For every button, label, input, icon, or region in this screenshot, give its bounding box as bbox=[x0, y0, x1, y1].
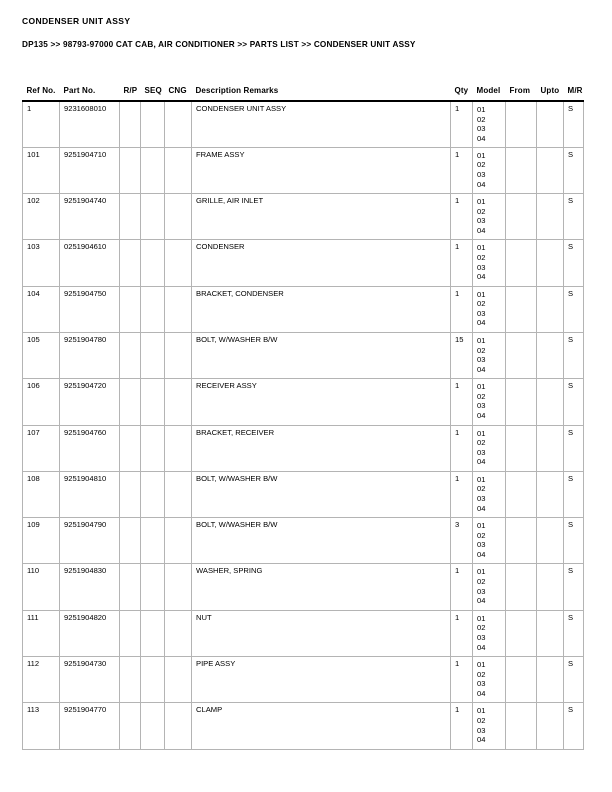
cell-description: PIPE ASSY bbox=[192, 657, 451, 703]
cell-upto bbox=[537, 657, 564, 703]
cell-model bbox=[473, 286, 506, 332]
cell-ref-no: 112 bbox=[23, 657, 60, 703]
cell-description: BOLT, W/WASHER B/W bbox=[192, 471, 451, 517]
cell-mr: S bbox=[564, 194, 584, 240]
cell-mr: S bbox=[564, 657, 584, 703]
cell-seq bbox=[141, 194, 165, 240]
model-code: 01 bbox=[477, 105, 486, 114]
cell-upto bbox=[537, 194, 564, 240]
cell-description: WASHER, SPRING bbox=[192, 564, 451, 610]
cell-description: CONDENSER UNIT ASSY bbox=[192, 101, 451, 147]
cell-from bbox=[506, 286, 537, 332]
cell-upto bbox=[537, 610, 564, 656]
model-code: 04 bbox=[477, 272, 486, 282]
cell-cng bbox=[165, 379, 192, 425]
cell-upto bbox=[537, 564, 564, 610]
cell-model bbox=[473, 518, 506, 564]
cell-from bbox=[506, 379, 537, 425]
model-code: 01 bbox=[477, 243, 486, 253]
model-code: 03 bbox=[477, 124, 486, 134]
cell-model bbox=[473, 610, 506, 656]
cell-upto bbox=[537, 286, 564, 332]
model-code: 04 bbox=[477, 364, 486, 374]
model-code-list bbox=[477, 290, 505, 328]
cell-ref-no: 105 bbox=[23, 332, 60, 378]
cell-qty: 1 bbox=[451, 240, 473, 286]
cell-part-no: 9251904780 bbox=[60, 332, 120, 378]
table-row[interactable] bbox=[23, 657, 584, 703]
cell-model bbox=[473, 471, 506, 517]
cell-seq bbox=[141, 518, 165, 564]
model-code: 02 bbox=[477, 114, 486, 124]
cell-mr: S bbox=[564, 332, 584, 378]
model-code-list bbox=[477, 521, 505, 559]
cell-rp bbox=[120, 657, 141, 703]
cell-model bbox=[473, 240, 506, 286]
cell-part-no: 9251904830 bbox=[60, 564, 120, 610]
cell-description: FRAME ASSY bbox=[192, 147, 451, 193]
table-row[interactable] bbox=[23, 147, 584, 193]
cell-qty: 1 bbox=[451, 564, 473, 610]
model-code: 04 bbox=[477, 411, 486, 421]
cell-model bbox=[473, 425, 506, 471]
model-code: 01 bbox=[477, 567, 486, 577]
model-code: 04 bbox=[477, 133, 486, 143]
cell-part-no: 9251904760 bbox=[60, 425, 120, 471]
model-code: 03 bbox=[477, 169, 486, 179]
model-code: 01 bbox=[477, 289, 486, 299]
cell-seq bbox=[141, 332, 165, 378]
model-code-list bbox=[477, 567, 505, 605]
cell-mr: S bbox=[564, 240, 584, 286]
model-code: 01 bbox=[477, 428, 486, 438]
model-code-list bbox=[477, 475, 505, 513]
cell-seq bbox=[141, 379, 165, 425]
model-code-list bbox=[477, 706, 505, 744]
cell-model bbox=[473, 379, 506, 425]
cell-qty: 1 bbox=[451, 471, 473, 517]
cell-rp bbox=[120, 147, 141, 193]
cell-description: GRILLE, AIR INLET bbox=[192, 194, 451, 240]
cell-part-no: 9251904790 bbox=[60, 518, 120, 564]
model-code: 03 bbox=[477, 725, 486, 735]
cell-seq bbox=[141, 564, 165, 610]
cell-ref-no: 107 bbox=[23, 425, 60, 471]
cell-model bbox=[473, 332, 506, 378]
cell-rp bbox=[120, 703, 141, 749]
cell-from bbox=[506, 518, 537, 564]
model-code-list bbox=[477, 243, 505, 281]
model-code: 04 bbox=[477, 318, 486, 328]
model-code-list bbox=[477, 105, 505, 143]
cell-seq bbox=[141, 610, 165, 656]
cell-ref-no: 106 bbox=[23, 379, 60, 425]
cell-qty: 1 bbox=[451, 610, 473, 656]
cell-rp bbox=[120, 286, 141, 332]
model-code: 02 bbox=[477, 206, 486, 216]
model-code: 01 bbox=[477, 660, 486, 670]
cell-qty: 1 bbox=[451, 194, 473, 240]
cell-from bbox=[506, 703, 537, 749]
model-code: 04 bbox=[477, 179, 486, 189]
cell-qty: 1 bbox=[451, 657, 473, 703]
cell-seq bbox=[141, 425, 165, 471]
column-header-rp: R/P bbox=[123, 86, 138, 95]
cell-seq bbox=[141, 471, 165, 517]
cell-qty: 1 bbox=[451, 425, 473, 471]
model-code: 04 bbox=[477, 225, 486, 235]
cell-from bbox=[506, 425, 537, 471]
table-row[interactable] bbox=[23, 425, 584, 471]
cell-from bbox=[506, 240, 537, 286]
cell-description: NUT bbox=[192, 610, 451, 656]
cell-model bbox=[473, 101, 506, 147]
page-title: CONDENSER UNIT ASSY bbox=[22, 16, 131, 26]
cell-qty: 15 bbox=[451, 332, 473, 378]
cell-description: BRACKET, RECEIVER bbox=[192, 425, 451, 471]
cell-seq bbox=[141, 286, 165, 332]
cell-from bbox=[506, 332, 537, 378]
cell-part-no: 9251904740 bbox=[60, 194, 120, 240]
model-code: 04 bbox=[477, 503, 486, 513]
cell-cng bbox=[165, 657, 192, 703]
model-code: 01 bbox=[477, 521, 486, 531]
cell-ref-no: 102 bbox=[23, 194, 60, 240]
table-row[interactable] bbox=[23, 194, 584, 240]
cell-upto bbox=[537, 518, 564, 564]
model-code: 01 bbox=[477, 613, 486, 623]
model-code: 01 bbox=[477, 474, 486, 484]
cell-mr: S bbox=[564, 610, 584, 656]
cell-mr: S bbox=[564, 471, 584, 517]
model-code-list bbox=[477, 614, 505, 652]
model-code: 04 bbox=[477, 549, 486, 559]
cell-ref-no: 103 bbox=[23, 240, 60, 286]
cell-rp bbox=[120, 379, 141, 425]
model-code: 02 bbox=[477, 484, 486, 494]
cell-cng bbox=[165, 194, 192, 240]
cell-model bbox=[473, 657, 506, 703]
cell-rp bbox=[120, 425, 141, 471]
cell-rp bbox=[120, 101, 141, 147]
cell-cng bbox=[165, 703, 192, 749]
model-code: 01 bbox=[477, 150, 486, 160]
cell-ref-no: 113 bbox=[23, 703, 60, 749]
model-code: 04 bbox=[477, 457, 486, 467]
model-code: 02 bbox=[477, 160, 486, 170]
cell-part-no: 9251904730 bbox=[60, 657, 120, 703]
table-header bbox=[23, 86, 584, 101]
column-header-description: Description Remarks bbox=[195, 86, 279, 95]
table-row[interactable] bbox=[23, 286, 584, 332]
cell-part-no: 9251904770 bbox=[60, 703, 120, 749]
cell-model bbox=[473, 194, 506, 240]
model-code: 03 bbox=[477, 586, 486, 596]
cell-qty: 1 bbox=[451, 101, 473, 147]
cell-upto bbox=[537, 425, 564, 471]
cell-ref-no: 109 bbox=[23, 518, 60, 564]
cell-cng bbox=[165, 564, 192, 610]
cell-seq bbox=[141, 703, 165, 749]
cell-ref-no: 108 bbox=[23, 471, 60, 517]
model-code-list bbox=[477, 382, 505, 420]
model-code: 02 bbox=[477, 299, 486, 309]
model-code: 01 bbox=[477, 335, 486, 345]
model-code: 02 bbox=[477, 669, 486, 679]
cell-model bbox=[473, 703, 506, 749]
table-row[interactable] bbox=[23, 240, 584, 286]
cell-mr: S bbox=[564, 518, 584, 564]
cell-mr: S bbox=[564, 425, 584, 471]
cell-qty: 1 bbox=[451, 286, 473, 332]
cell-cng bbox=[165, 147, 192, 193]
cell-mr: S bbox=[564, 286, 584, 332]
table-row[interactable] bbox=[23, 379, 584, 425]
cell-cng bbox=[165, 518, 192, 564]
column-header-cng: CNG bbox=[168, 86, 187, 95]
cell-cng bbox=[165, 101, 192, 147]
cell-ref-no: 111 bbox=[23, 610, 60, 656]
cell-part-no: 9251904750 bbox=[60, 286, 120, 332]
breadcrumb: DP135 >> 98793-97000 CAT CAB, AIR CONDITIONER >> PARTS LIST >> CONDENSER UNIT ASSY bbox=[22, 40, 416, 49]
cell-qty: 1 bbox=[451, 147, 473, 193]
model-code: 01 bbox=[477, 706, 486, 716]
cell-rp bbox=[120, 332, 141, 378]
cell-mr: S bbox=[564, 703, 584, 749]
cell-upto bbox=[537, 240, 564, 286]
cell-seq bbox=[141, 657, 165, 703]
cell-seq bbox=[141, 101, 165, 147]
model-code: 03 bbox=[477, 308, 486, 318]
model-code: 02 bbox=[477, 577, 486, 587]
column-header-seq: SEQ bbox=[144, 86, 162, 95]
cell-part-no: 9251904820 bbox=[60, 610, 120, 656]
cell-from bbox=[506, 194, 537, 240]
table-row[interactable] bbox=[23, 101, 584, 147]
cell-description: RECEIVER ASSY bbox=[192, 379, 451, 425]
cell-description: BOLT, W/WASHER B/W bbox=[192, 332, 451, 378]
model-code: 03 bbox=[477, 447, 486, 457]
cell-upto bbox=[537, 101, 564, 147]
model-code: 03 bbox=[477, 632, 486, 642]
cell-upto bbox=[537, 703, 564, 749]
column-header-ref-no: Ref No. bbox=[26, 86, 56, 95]
table-row[interactable] bbox=[23, 564, 584, 610]
cell-from bbox=[506, 147, 537, 193]
table-row[interactable] bbox=[23, 332, 584, 378]
model-code: 04 bbox=[477, 642, 486, 652]
cell-upto bbox=[537, 471, 564, 517]
model-code: 02 bbox=[477, 345, 486, 355]
column-header-model: Model bbox=[476, 86, 501, 95]
model-code: 02 bbox=[477, 391, 486, 401]
column-header-qty: Qty bbox=[454, 86, 469, 95]
model-code: 03 bbox=[477, 355, 486, 365]
cell-from bbox=[506, 610, 537, 656]
column-header-from: From bbox=[509, 86, 531, 95]
cell-description: CONDENSER bbox=[192, 240, 451, 286]
cell-description: CLAMP bbox=[192, 703, 451, 749]
model-code: 03 bbox=[477, 679, 486, 689]
cell-rp bbox=[120, 194, 141, 240]
model-code: 04 bbox=[477, 596, 486, 606]
cell-part-no: 9231608010 bbox=[60, 101, 120, 147]
cell-part-no: 9251904720 bbox=[60, 379, 120, 425]
cell-qty: 1 bbox=[451, 703, 473, 749]
cell-rp bbox=[120, 564, 141, 610]
cell-cng bbox=[165, 286, 192, 332]
cell-from bbox=[506, 564, 537, 610]
model-code: 01 bbox=[477, 197, 486, 207]
model-code-list bbox=[477, 336, 505, 374]
cell-part-no: 9251904810 bbox=[60, 471, 120, 517]
model-code: 03 bbox=[477, 401, 486, 411]
column-header-upto: Upto bbox=[540, 86, 560, 95]
model-code: 02 bbox=[477, 530, 486, 540]
cell-description: BOLT, W/WASHER B/W bbox=[192, 518, 451, 564]
cell-rp bbox=[120, 518, 141, 564]
column-header-mr: M/R bbox=[567, 86, 583, 95]
table-row[interactable] bbox=[23, 471, 584, 517]
model-code: 03 bbox=[477, 216, 486, 226]
table-body bbox=[23, 101, 584, 749]
model-code-list bbox=[477, 429, 505, 467]
cell-qty: 3 bbox=[451, 518, 473, 564]
cell-rp bbox=[120, 610, 141, 656]
model-code: 02 bbox=[477, 252, 486, 262]
model-code: 02 bbox=[477, 623, 486, 633]
cell-rp bbox=[120, 240, 141, 286]
cell-from bbox=[506, 101, 537, 147]
model-code: 03 bbox=[477, 540, 486, 550]
table-row[interactable] bbox=[23, 518, 584, 564]
model-code-list bbox=[477, 660, 505, 698]
cell-model bbox=[473, 147, 506, 193]
cell-part-no: 0251904610 bbox=[60, 240, 120, 286]
cell-cng bbox=[165, 332, 192, 378]
cell-cng bbox=[165, 240, 192, 286]
model-code: 02 bbox=[477, 438, 486, 448]
model-code: 04 bbox=[477, 688, 486, 698]
cell-ref-no: 1 bbox=[23, 101, 60, 147]
column-header-part-no: Part No. bbox=[63, 86, 96, 95]
cell-from bbox=[506, 657, 537, 703]
cell-rp bbox=[120, 471, 141, 517]
table-row[interactable] bbox=[23, 703, 584, 749]
table-row[interactable] bbox=[23, 610, 584, 656]
model-code-list bbox=[477, 197, 505, 235]
cell-mr: S bbox=[564, 147, 584, 193]
model-code: 03 bbox=[477, 262, 486, 272]
cell-seq bbox=[141, 240, 165, 286]
cell-seq bbox=[141, 147, 165, 193]
cell-part-no: 9251904710 bbox=[60, 147, 120, 193]
parts-list-table bbox=[22, 86, 584, 750]
model-code: 04 bbox=[477, 735, 486, 745]
model-code: 02 bbox=[477, 715, 486, 725]
parts-list-table-container bbox=[22, 86, 584, 758]
cell-cng bbox=[165, 425, 192, 471]
cell-upto bbox=[537, 147, 564, 193]
model-code-list bbox=[477, 151, 505, 189]
cell-upto bbox=[537, 379, 564, 425]
cell-model bbox=[473, 564, 506, 610]
cell-cng bbox=[165, 471, 192, 517]
cell-ref-no: 104 bbox=[23, 286, 60, 332]
cell-mr: S bbox=[564, 101, 584, 147]
model-code: 03 bbox=[477, 494, 486, 504]
cell-upto bbox=[537, 332, 564, 378]
cell-qty: 1 bbox=[451, 379, 473, 425]
cell-mr: S bbox=[564, 564, 584, 610]
cell-ref-no: 110 bbox=[23, 564, 60, 610]
cell-ref-no: 101 bbox=[23, 147, 60, 193]
cell-description: BRACKET, CONDENSER bbox=[192, 286, 451, 332]
cell-cng bbox=[165, 610, 192, 656]
cell-from bbox=[506, 471, 537, 517]
model-code: 01 bbox=[477, 382, 486, 392]
cell-mr: S bbox=[564, 379, 584, 425]
